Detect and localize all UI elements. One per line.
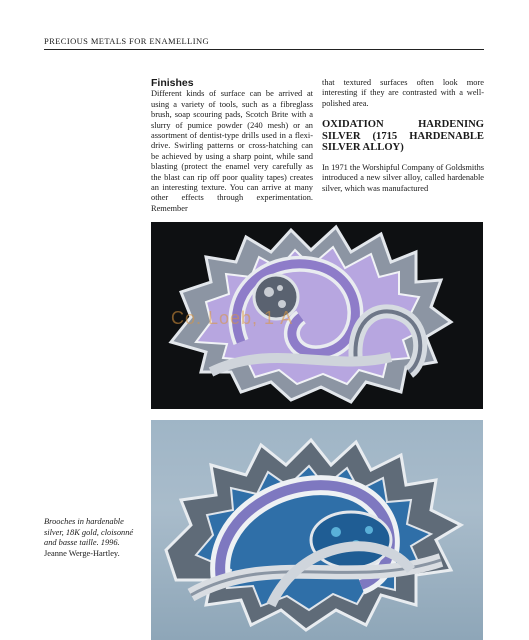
caption-text: Brooches in hardenable silver, 18K gold, cloisonné and basse taille. 1996. bbox=[44, 517, 134, 548]
watermark: Co. Loeb, 1 A bbox=[171, 308, 294, 328]
right-column bbox=[322, 78, 484, 194]
figure-caption bbox=[44, 517, 144, 559]
running-head: PRECIOUS METALS FOR ENAMELLING bbox=[44, 36, 484, 50]
oxidation-body: In 1971 the Worshipful Company of Goldsmiths introduced a new silver alloy, called hardenable silver, which was manufactured bbox=[322, 162, 485, 193]
left-column bbox=[151, 78, 313, 214]
finishes-body: Different kinds of surface can be arrived at using a variety of tools, such as a fibreglass brush, soap scouring pads, Scotch Brite with a slurry of pumice powder (240 mesh) or an assortment of dentist-type drills used in a flexi-drive. Swirling patterns or cross-hatching can be achieved by using a sharp point, while sand blasting (protect the enamel very carefully as the blast can rip off poor quality tapes) creates an interesting texture. You can arrive at many other effects through experimentation. Remember bbox=[151, 89, 313, 213]
finishes-continuation: that textured surfaces often look more interesting if they are contrasted with a well-polished area. bbox=[322, 78, 484, 108]
brooch-photo-bottom bbox=[151, 420, 483, 640]
brooch-photo-top bbox=[151, 222, 483, 409]
oxidation-heading: OXIDATION HARDENING SILVER (1715 HARDENABLE SILVER ALLOY) bbox=[322, 119, 484, 154]
caption-credit: Jeanne Werge-Hartley. bbox=[44, 548, 120, 558]
finishes-heading: Finishes bbox=[151, 77, 194, 89]
